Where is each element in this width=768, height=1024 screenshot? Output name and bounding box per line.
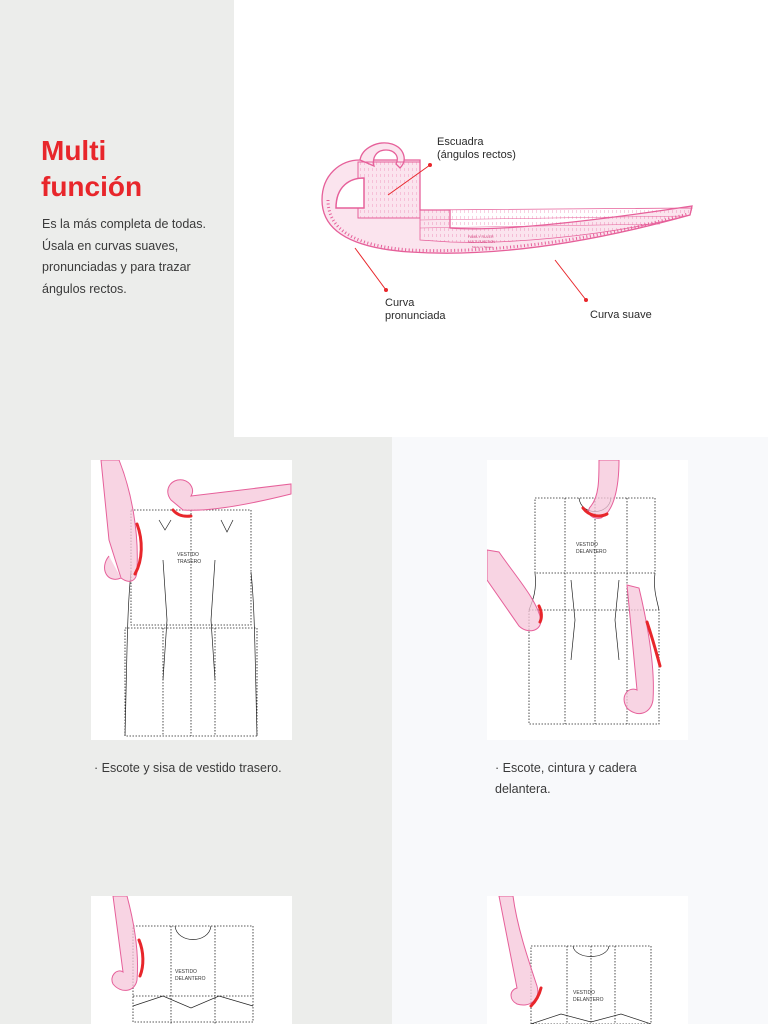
example-back-dress-image	[91, 460, 292, 740]
ruler-text-3: Made in Taiwan	[472, 245, 493, 249]
page-title	[41, 133, 221, 205]
title-line-1: Multi	[41, 135, 107, 166]
callout-pronounced-line-2: pronunciada	[385, 310, 446, 322]
callout-square-line-2: (ángulos rectos)	[437, 149, 516, 161]
pattern-label-2b: DELANTERO	[576, 549, 607, 555]
callout-pronounced-curve	[385, 297, 446, 323]
example-front-dress-caption: · Escote, cintura y cadera delantera.	[495, 761, 637, 796]
pattern-label-3b: DELANTERO	[175, 976, 206, 982]
callout-soft-curve	[590, 309, 652, 322]
example-front-dress-image	[487, 460, 688, 740]
pattern-label-1a: VESTIDO	[177, 552, 199, 558]
callout-square	[437, 136, 516, 162]
example-back-dress-caption: · Escote y sisa de vestido trasero.	[94, 761, 282, 775]
example-front-dress-armhole-image	[91, 896, 292, 1024]
front-dress-pattern	[487, 460, 688, 740]
pattern-label-4b: DELANTERO	[573, 997, 604, 1003]
callout-pronounced-line-1: Curva	[385, 297, 415, 309]
callout-square-line-1: Escuadra	[437, 136, 484, 148]
front-dress-armhole-pattern	[91, 896, 292, 1024]
pattern-label-1b: TRASERO	[177, 559, 202, 565]
title-line-2: función	[41, 171, 143, 202]
ruler-text-1: FAMILY RULER	[468, 235, 494, 239]
example-front-dress-shoulder-image	[487, 896, 688, 1024]
back-dress-pattern	[91, 460, 292, 740]
pattern-label-2a: VESTIDO	[576, 542, 598, 548]
pattern-label-4a: VESTIDO	[573, 990, 595, 996]
front-dress-shoulder-pattern	[487, 896, 688, 1024]
intro-description: Es la más completa de todas. Úsala en curvas suaves, pronunciadas y para trazar ángulos rectos.	[42, 217, 206, 296]
ruler-text-2: MULTI-FUNCTION	[468, 240, 495, 244]
pattern-label-3a: VESTIDO	[175, 969, 197, 975]
callout-soft-line-1: Curva suave	[590, 309, 652, 321]
